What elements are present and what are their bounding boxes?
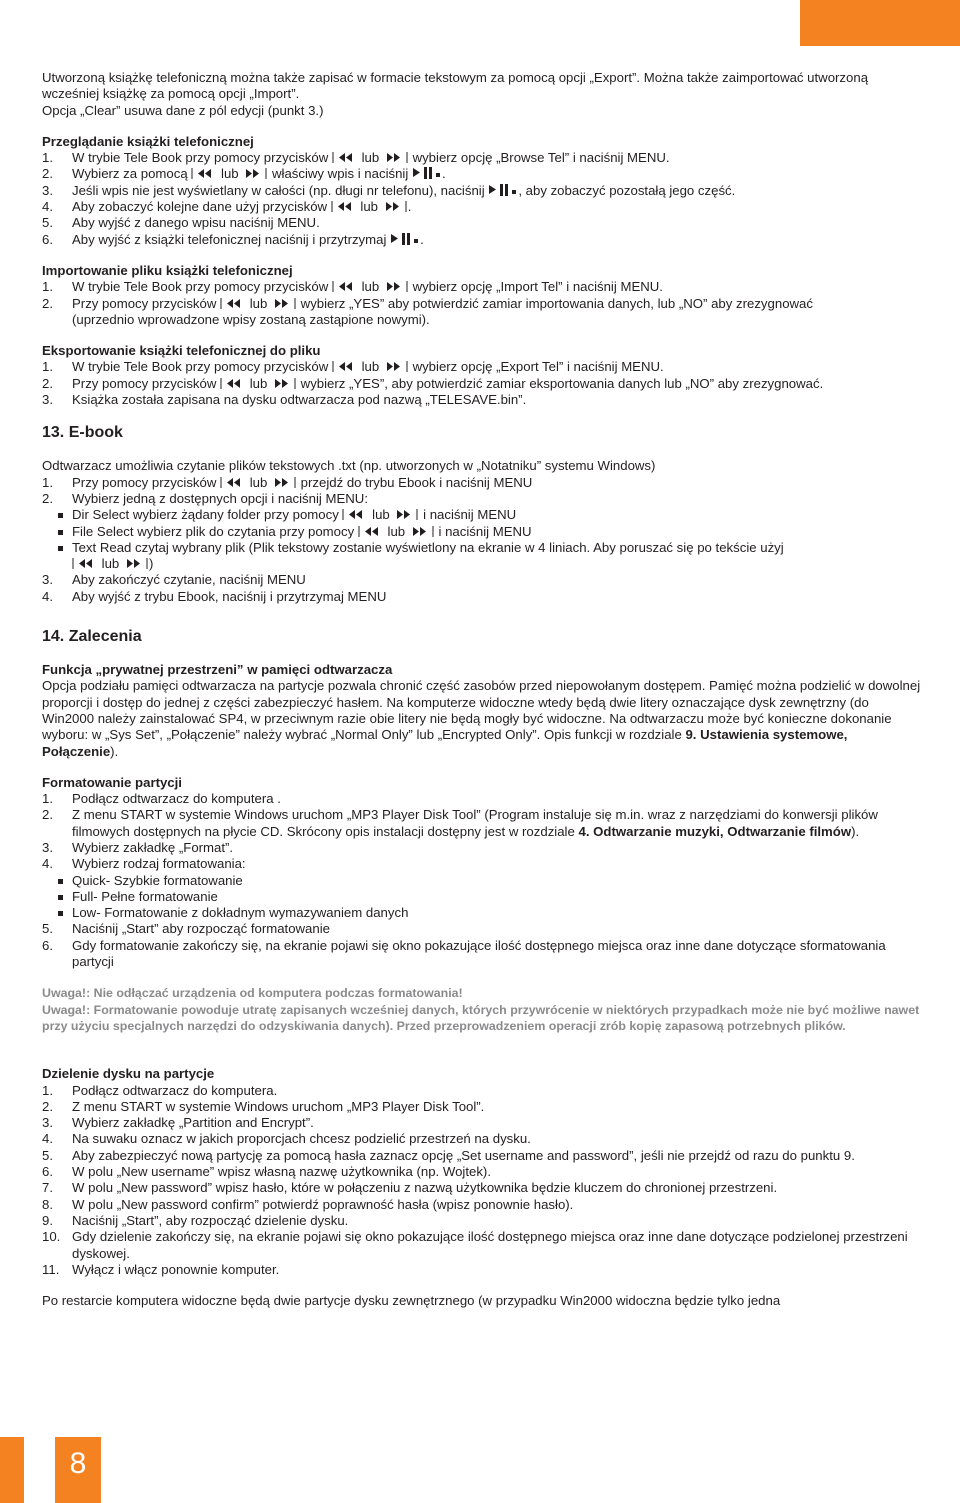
next-button-icon	[409, 526, 435, 537]
bullet-icon	[58, 879, 63, 884]
page-number: 8	[55, 1437, 101, 1503]
list-item: 2. Z menu START w systemie Windows uruchom „MP3 Player Disk Tool”.	[42, 1098, 485, 1114]
corner-accent-top-right	[800, 0, 960, 46]
prev-button-icon	[191, 168, 217, 179]
list-item: 8. W polu „New password confirm” potwierdź poprawność hasła (wpisz ponownie hasło).	[42, 1196, 574, 1212]
next-button-icon	[271, 378, 297, 389]
intro-clear-note: Opcja „Clear” usuwa dane z pól edycji (punkt 3.)	[42, 102, 324, 118]
list-item: 1. Podłącz odtwarzacz do komputera.	[42, 1082, 278, 1098]
outro-text: Po restarcie komputera widoczne będą dwie partycje dysku zewnętrznego (w przypadku Win2000 widoczna będzie tylko jedna	[42, 1293, 781, 1309]
list-item: 1. Podłącz odtwarzacz do komputera .	[42, 791, 281, 807]
prev-button-icon	[358, 526, 384, 537]
prev-button-icon	[332, 152, 358, 163]
prev-button-icon	[220, 298, 246, 309]
list-item: 7. W polu „New password” wpisz hasło, które w połączeniu z nazwą użytkownika będzie kluczem do chronionej przestrzeni.	[42, 1180, 778, 1196]
next-button-icon	[242, 168, 268, 179]
split-title: Dzielenie dysku na partycje	[42, 1066, 215, 1082]
section-title-ebook: 13. E-book	[42, 424, 123, 442]
list-item: 1. Przy pomocy przycisków lub przejdź do trybu Ebook i naciśnij MENU	[42, 474, 533, 490]
next-button-icon	[393, 509, 419, 520]
list-item: 6. W polu „New username” wpisz własną nazwę użytkownika (np. Wojtek).	[42, 1164, 491, 1180]
manual-page-content	[42, 70, 922, 1309]
list-item: 2. Z menu START w systemie Windows uruchom „MP3 Player Disk Tool” (Program instaluje się m.in. wraz z narzędziami do konwersji plików filmowych dostępnych na płycie CD. Skrócony opis instalacji dostępny jest w rozdziale 4. Odtwarzanie muzyki, Odtwarzanie filmów).	[42, 807, 878, 839]
private-space-title: Funkcja „prywatnej przestrzeni” w pamięci odtwarzacza	[42, 662, 393, 678]
section-title-import: Importowanie pliku książki telefonicznej	[42, 262, 293, 278]
list-item: 5. Aby wyjść z danego wpisu naciśnij MENU.	[42, 215, 320, 231]
bullet-icon	[58, 911, 63, 916]
list-item: 3. Książka została zapisana na dysku odtwarzacza pod nazwą „TELESAVE.bin”.	[42, 392, 527, 408]
bullet-item: File Select wybierz plik do czytania przy pomocy lub i naciśnij MENU	[42, 524, 922, 540]
list-item: 3. Jeśli wpis nie jest wyświetlany w całości (np. długi nr telefonu), naciśnij , aby zobaczyć pozostałą jego część.	[42, 182, 736, 198]
list-item: 2. Przy pomocy przycisków lub wybierz „YES”, aby potwierdzić zamiar eksportowania danych lub „NO” aby zrezygnować.	[42, 375, 824, 391]
prev-button-icon	[332, 281, 358, 292]
prev-button-icon	[220, 477, 246, 488]
list-item: 4. Aby zobaczyć kolejne dane użyj przycisków lub .	[42, 199, 412, 215]
play-pause-icon	[412, 166, 442, 179]
bullet-item: Dir Select wybierz żądany folder przy pomocy lub i naciśnij MENU	[42, 507, 922, 523]
bullet-icon	[58, 530, 63, 535]
list-item: 6. Gdy formatowanie zakończy się, na ekranie pojawi się okno pokazujące ilość dostępnego miejsca oraz inne dane dotyczące sformatowania partycji	[42, 937, 886, 970]
private-space-text: Opcja podziału pamięci odtwarzacza na partycje pozwala chronić część zasobów przed niepowołanym dostępem. Pamięć można podzielić w dowolnej proporcji i dostęp do jednej z części zabezpieczyć hasłem. Na komputerze widoczne wtedy będą dwie litery oznaczające dysk zewnętrzny (do Win2000 należy zainstalować SP4, w przeciwnym razie obie litery nie będą mogły być widoczne. Na odtwarzaczu może być konieczne dokonanie wyboru: w „Sys Set”, „Połączenie” należy wybrać „Normal Only” lub „Encrypted Only”. Opis funkcji w rozdziale 9. Ustawienia systemowe, Połączenie).	[42, 678, 921, 759]
list-item: 6. Aby wyjść z książki telefonicznej naciśnij i przytrzymaj .	[42, 231, 424, 247]
corner-accent-bottom-left	[0, 1437, 24, 1503]
list-item: 4. Wybierz rodzaj formatowania:	[42, 856, 246, 872]
bullet-icon	[58, 546, 63, 551]
next-button-icon	[382, 201, 408, 212]
next-button-icon	[123, 558, 149, 569]
format-title: Formatowanie partycji	[42, 774, 182, 790]
bullet-item: Full- Pełne formatowanie	[42, 889, 922, 905]
warning-disconnect: Uwaga!: Nie odłączać urządzenia od komputera podczas formatowania!	[42, 986, 463, 1001]
list-item: 2. Wybierz jedną z dostępnych opcji i naciśnij MENU:	[42, 490, 368, 506]
play-pause-icon	[390, 232, 420, 245]
list-item: 10. Gdy dzielenie zakończy się, na ekranie pojawi się okno pokazujące ilość dostępnego miejsca oraz inne dane dotyczące podzielonej przestrzeni dyskowej.	[42, 1229, 908, 1261]
next-button-icon	[271, 477, 297, 488]
list-item: 1. W trybie Tele Book przy pomocy przycisków lub wybierz opcję „Import Tel” i naciśnij MENU.	[42, 279, 663, 295]
next-button-icon	[383, 361, 409, 372]
section-title-zalecenia: 14. Zalecenia	[42, 628, 142, 646]
bullet-item: Text Read czytaj wybrany plik (Plik tekstowy zostanie wyświetlony na ekranie w 4 liniach. Aby poruszać się po tekście użyj lub )	[42, 540, 922, 573]
play-pause-icon	[488, 183, 518, 196]
prev-button-icon	[342, 509, 368, 520]
list-item: 3. Wybierz zakładkę „Partition and Encrypt”.	[42, 1115, 314, 1131]
list-item: 11. Wyłącz i włącz ponownie komputer.	[42, 1261, 280, 1277]
next-button-icon	[383, 152, 409, 163]
list-item: 3. Wybierz zakładkę „Format”.	[42, 839, 234, 855]
list-item: 4. Aby wyjść z trybu Ebook, naciśnij i przytrzymaj MENU	[42, 588, 387, 604]
bullet-item: Low- Formatowanie z dokładnym wymazywaniem danych	[42, 905, 922, 921]
list-item: 3. Aby zakończyć czytanie, naciśnij MENU	[42, 572, 306, 588]
prev-button-icon	[332, 361, 358, 372]
prev-button-icon	[72, 558, 98, 569]
next-button-icon	[383, 281, 409, 292]
list-item: 2. Wybierz za pomocą lub właściwy wpis i naciśnij .	[42, 166, 446, 182]
section-title-export: Eksportowanie książki telefonicznej do pliku	[42, 343, 321, 359]
prev-button-icon	[331, 201, 357, 212]
bullet-item: Quick- Szybkie formatowanie	[42, 873, 922, 889]
list-item: 4. Na suwaku oznacz w jakich proporcjach chcesz podzielić przestrzeń na dysku.	[42, 1131, 531, 1147]
warning-data-loss: Uwaga!: Formatowanie powoduje utratę zapisanych wcześniej danych, których przywrócenie w niektórych przypadkach może nie być możliwe nawet przy użyciu specjalnych narzędzi do odzyskiwania danych). Przed przeprowadzeniem operacji zrób kopię zapasową potrzebnych plików.	[42, 1002, 920, 1033]
list-item: 2. Przy pomocy przycisków lub wybierz „YES” aby potwierdzić zamiar importowania danych, lub „NO” aby zrezygnować (uprzednio wprowadzone wpisy zostaną zastąpione nowymi).	[42, 295, 813, 327]
list-item: 5. Aby zabezpieczyć nową partycję za pomocą hasła zaznacz opcję „Set username and password”, jeśli nie przejdź od razu do punktu 9.	[42, 1147, 855, 1163]
list-item: 1. W trybie Tele Book przy pomocy przycisków lub wybierz opcję „Browse Tel” i naciśnij MENU.	[42, 150, 670, 166]
bullet-icon	[58, 895, 63, 900]
prev-button-icon	[220, 378, 246, 389]
list-item: 9. Naciśnij „Start”, aby rozpocząć dzielenie dysku.	[42, 1212, 349, 1228]
ebook-intro: Odtwarzacz umożliwia czytanie plików tekstowych .txt (np. utworzonych w „Notatniku” systemu Windows)	[42, 458, 656, 474]
section-title-browse: Przeglądanie książki telefonicznej	[42, 133, 254, 149]
bullet-icon	[58, 513, 63, 518]
intro-paragraph: Utworzoną książkę telefoniczną można także zapisać w formacie tekstowym za pomocą opcji „Export”. Można także zaimportować utworzoną wcześniej książkę za pomocą opcji „Import”.	[42, 70, 869, 102]
next-button-icon	[271, 298, 297, 309]
list-item: 1. W trybie Tele Book przy pomocy przycisków lub wybierz opcję „Export Tel” i naciśnij MENU.	[42, 359, 664, 375]
list-item: 5. Naciśnij „Start” aby rozpocząć formatowanie	[42, 921, 330, 937]
